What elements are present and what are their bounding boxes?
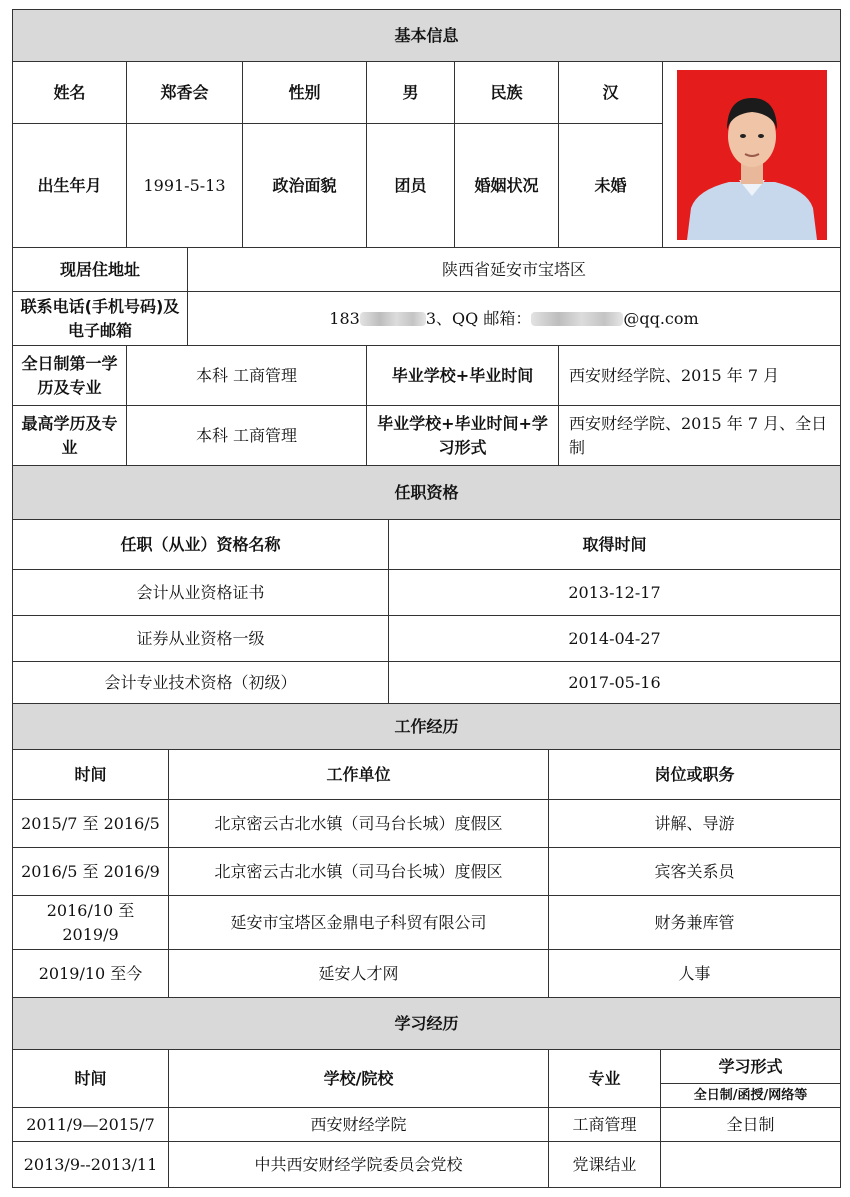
table-row	[13, 950, 841, 998]
table-row	[13, 1142, 841, 1188]
table-row	[13, 848, 841, 896]
edu2-label: 最高学历及专业	[13, 406, 127, 466]
study-major: 工商管理	[549, 1108, 661, 1142]
grad2-value: 西安财经学院、2015 年 7 月、全日制	[559, 406, 841, 466]
work-header-time: 时间	[13, 750, 169, 800]
name-label: 姓名	[13, 62, 127, 124]
address-label: 现居住地址	[13, 248, 188, 292]
table-row	[13, 1108, 841, 1142]
study-major: 党课结业	[549, 1142, 661, 1188]
qual-name: 证券从业资格一级	[13, 616, 389, 662]
work-position: 财务兼库管	[549, 896, 841, 950]
grad1-value: 西安财经学院、2015 年 7 月	[559, 346, 841, 406]
study-header-form: 学习形式	[661, 1050, 841, 1084]
table-row	[13, 896, 841, 950]
study-school: 西安财经学院	[169, 1108, 549, 1142]
edu1-value: 本科 工商管理	[127, 346, 367, 406]
redacted-phone	[360, 312, 426, 326]
table-row	[13, 662, 841, 704]
work-time: 2015/7 至 2016/5	[13, 800, 169, 848]
birth-value: 1991-5-13	[127, 124, 243, 248]
work-time: 2016/5 至 2016/9	[13, 848, 169, 896]
table-row	[13, 570, 841, 616]
qualifications-table	[12, 465, 841, 704]
study-form	[661, 1142, 841, 1188]
qual-date: 2013-12-17	[389, 570, 841, 616]
study-header-form-sub: 全日制/函授/网络等	[661, 1084, 841, 1108]
contact-label: 联系电话(手机号码)及电子邮箱	[13, 292, 188, 346]
qual-header-name: 任职（从业）资格名称	[13, 520, 389, 570]
ethnic-label: 民族	[455, 62, 559, 124]
ethnic-value: 汉	[559, 62, 663, 124]
grad2-label: 毕业学校+毕业时间+学习形式	[367, 406, 559, 466]
edu1-label: 全日制第一学历及专业	[13, 346, 127, 406]
work-header-company: 工作单位	[169, 750, 549, 800]
work-time: 2019/10 至今	[13, 950, 169, 998]
table-row	[13, 616, 841, 662]
email-suffix: @qq.com	[623, 308, 699, 328]
photo-cell	[663, 62, 841, 248]
political-label: 政治面貌	[243, 124, 367, 248]
study-time: 2013/9--2013/11	[13, 1142, 169, 1188]
qual-header-date: 取得时间	[389, 520, 841, 570]
portrait-icon	[677, 70, 827, 240]
contact-value	[188, 292, 841, 346]
marital-label: 婚姻状况	[455, 124, 559, 248]
work-company: 延安人才网	[169, 950, 549, 998]
edu2-value: 本科 工商管理	[127, 406, 367, 466]
grad1-label: 毕业学校+毕业时间	[367, 346, 559, 406]
work-time: 2016/10 至 2019/9	[13, 896, 169, 950]
qual-name: 会计专业技术资格（初级）	[13, 662, 389, 704]
study-school: 中共西安财经学院委员会党校	[169, 1142, 549, 1188]
qual-date: 2014-04-27	[389, 616, 841, 662]
redacted-email	[531, 312, 623, 326]
study-time: 2011/9—2015/7	[13, 1108, 169, 1142]
basic-info-table	[12, 9, 841, 466]
address-value: 陕西省延安市宝塔区	[188, 248, 841, 292]
work-company: 北京密云古北水镇（司马台长城）度假区	[169, 848, 549, 896]
study-header-major: 专业	[549, 1050, 661, 1108]
photo	[677, 70, 827, 240]
table-row	[13, 800, 841, 848]
work-position: 讲解、导游	[549, 800, 841, 848]
study-header-school: 学校/院校	[169, 1050, 549, 1108]
qual-date: 2017-05-16	[389, 662, 841, 704]
section-title-qualifications: 任职资格	[13, 466, 841, 520]
birth-label: 出生年月	[13, 124, 127, 248]
section-title-basic: 基本信息	[13, 10, 841, 62]
section-title-study: 学习经历	[13, 998, 841, 1050]
work-company: 延安市宝塔区金鼎电子科贸有限公司	[169, 896, 549, 950]
qual-name: 会计从业资格证书	[13, 570, 389, 616]
work-position: 宾客关系员	[549, 848, 841, 896]
work-position: 人事	[549, 950, 841, 998]
work-company: 北京密云古北水镇（司马台长城）度假区	[169, 800, 549, 848]
study-form: 全日制	[661, 1108, 841, 1142]
political-value: 团员	[367, 124, 455, 248]
study-header-time: 时间	[13, 1050, 169, 1108]
phone-suffix: 3、QQ 邮箱：	[425, 308, 532, 328]
work-header-position: 岗位或职务	[549, 750, 841, 800]
gender-value: 男	[367, 62, 455, 124]
gender-label: 性别	[243, 62, 367, 124]
study-table	[12, 997, 841, 1188]
work-table	[12, 703, 841, 998]
marital-value: 未婚	[559, 124, 663, 248]
phone-prefix: 183	[329, 308, 360, 328]
section-title-work: 工作经历	[13, 704, 841, 750]
name-value: 郑香会	[127, 62, 243, 124]
